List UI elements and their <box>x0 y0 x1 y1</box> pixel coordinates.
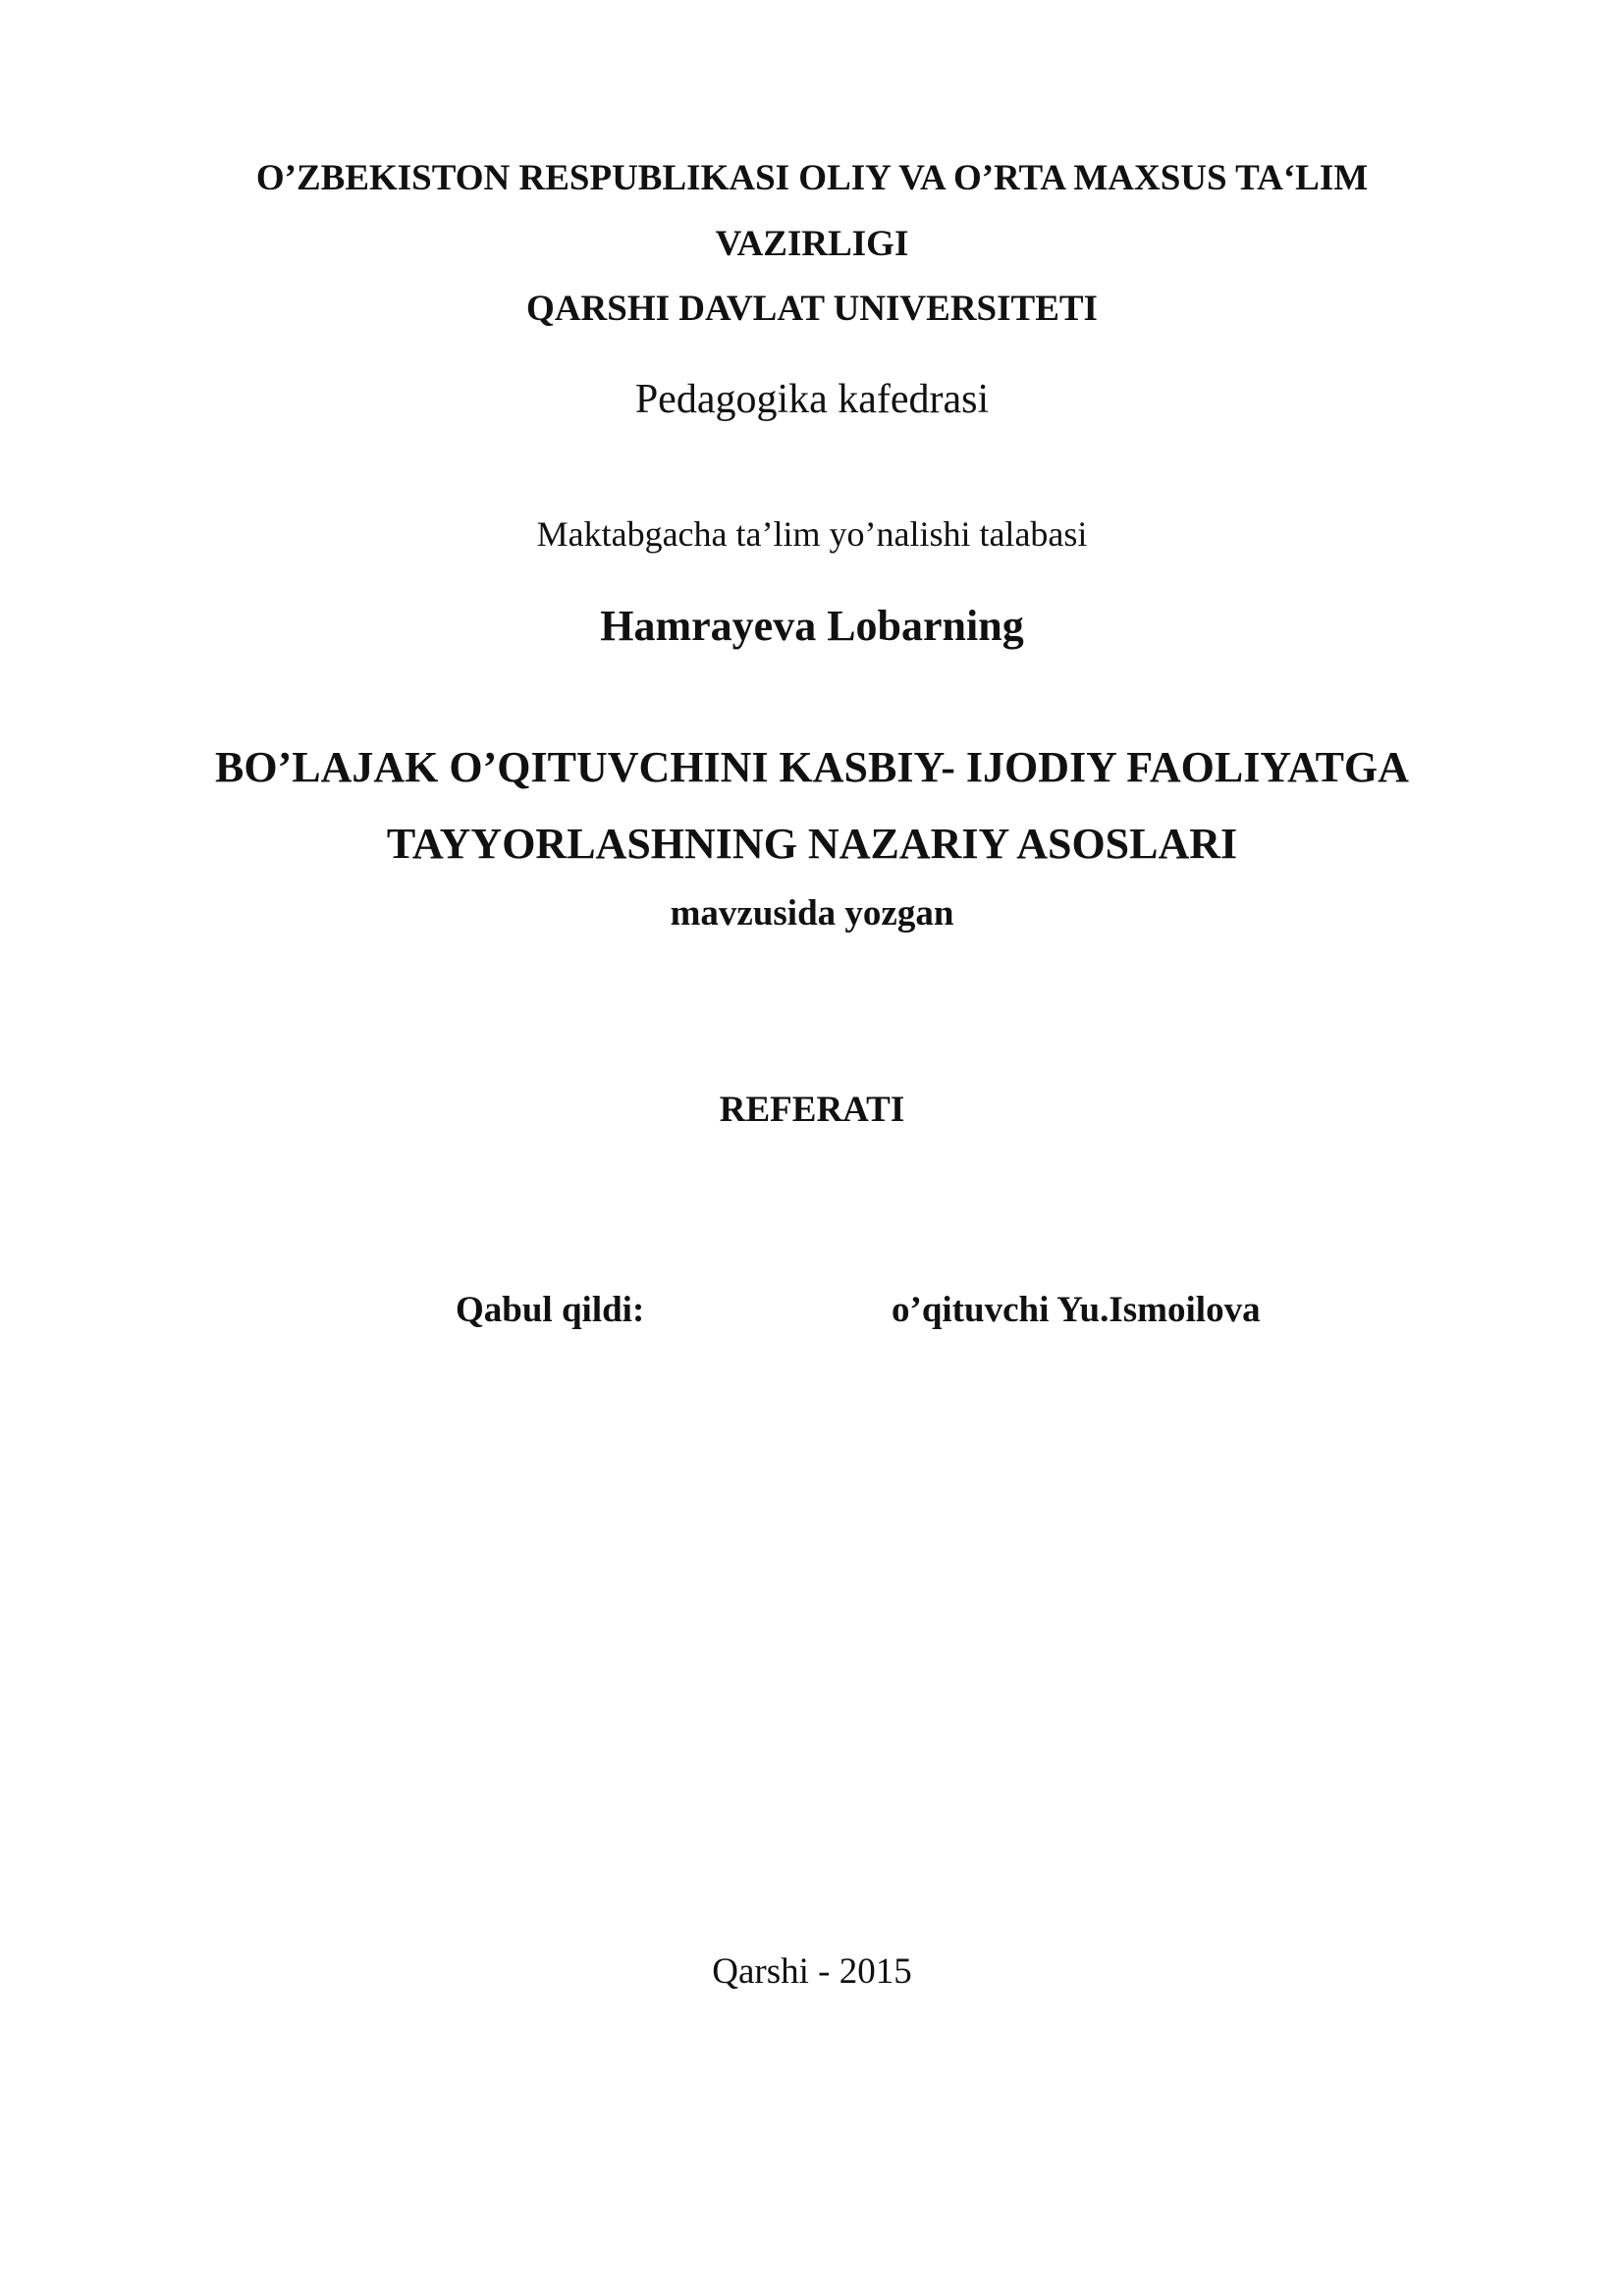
received-by-teacher: o’qituvchi Yu.Ismoilova <box>892 1290 1261 1330</box>
student-name: Hamrayeva Lobarning <box>600 602 1024 650</box>
place-and-year: Qarshi - 2015 <box>712 1951 912 1992</box>
ministry-title-line-2: VAZIRLIGI <box>715 224 909 264</box>
received-by-row <box>0 1292 1624 1335</box>
department-name: Pedagogika kafedrasi <box>634 377 990 422</box>
topic-subtitle: mavzusida yozgan <box>670 893 954 934</box>
received-by-label: Qabul qildi: <box>456 1290 645 1330</box>
document-type: REFERATI <box>719 1090 905 1130</box>
university-name: QARSHI DAVLAT UNIVERSITETI <box>526 289 1098 329</box>
topic-title-line-2: TAYYORLASHNING NAZARIY ASOSLARI <box>386 820 1238 868</box>
student-direction: Maktabgacha ta’lim yo’nalishi talabasi <box>536 514 1088 554</box>
topic-title-line-1: BO’LAJAK O’QITUVCHINI KASBIY- IJODIY FAOLIYATGA <box>215 743 1409 791</box>
ministry-title-line-1: O’ZBEKISTON RESPUBLIKASI OLIY VA O’RTA MAXSUS TA‘LIM <box>255 158 1369 198</box>
